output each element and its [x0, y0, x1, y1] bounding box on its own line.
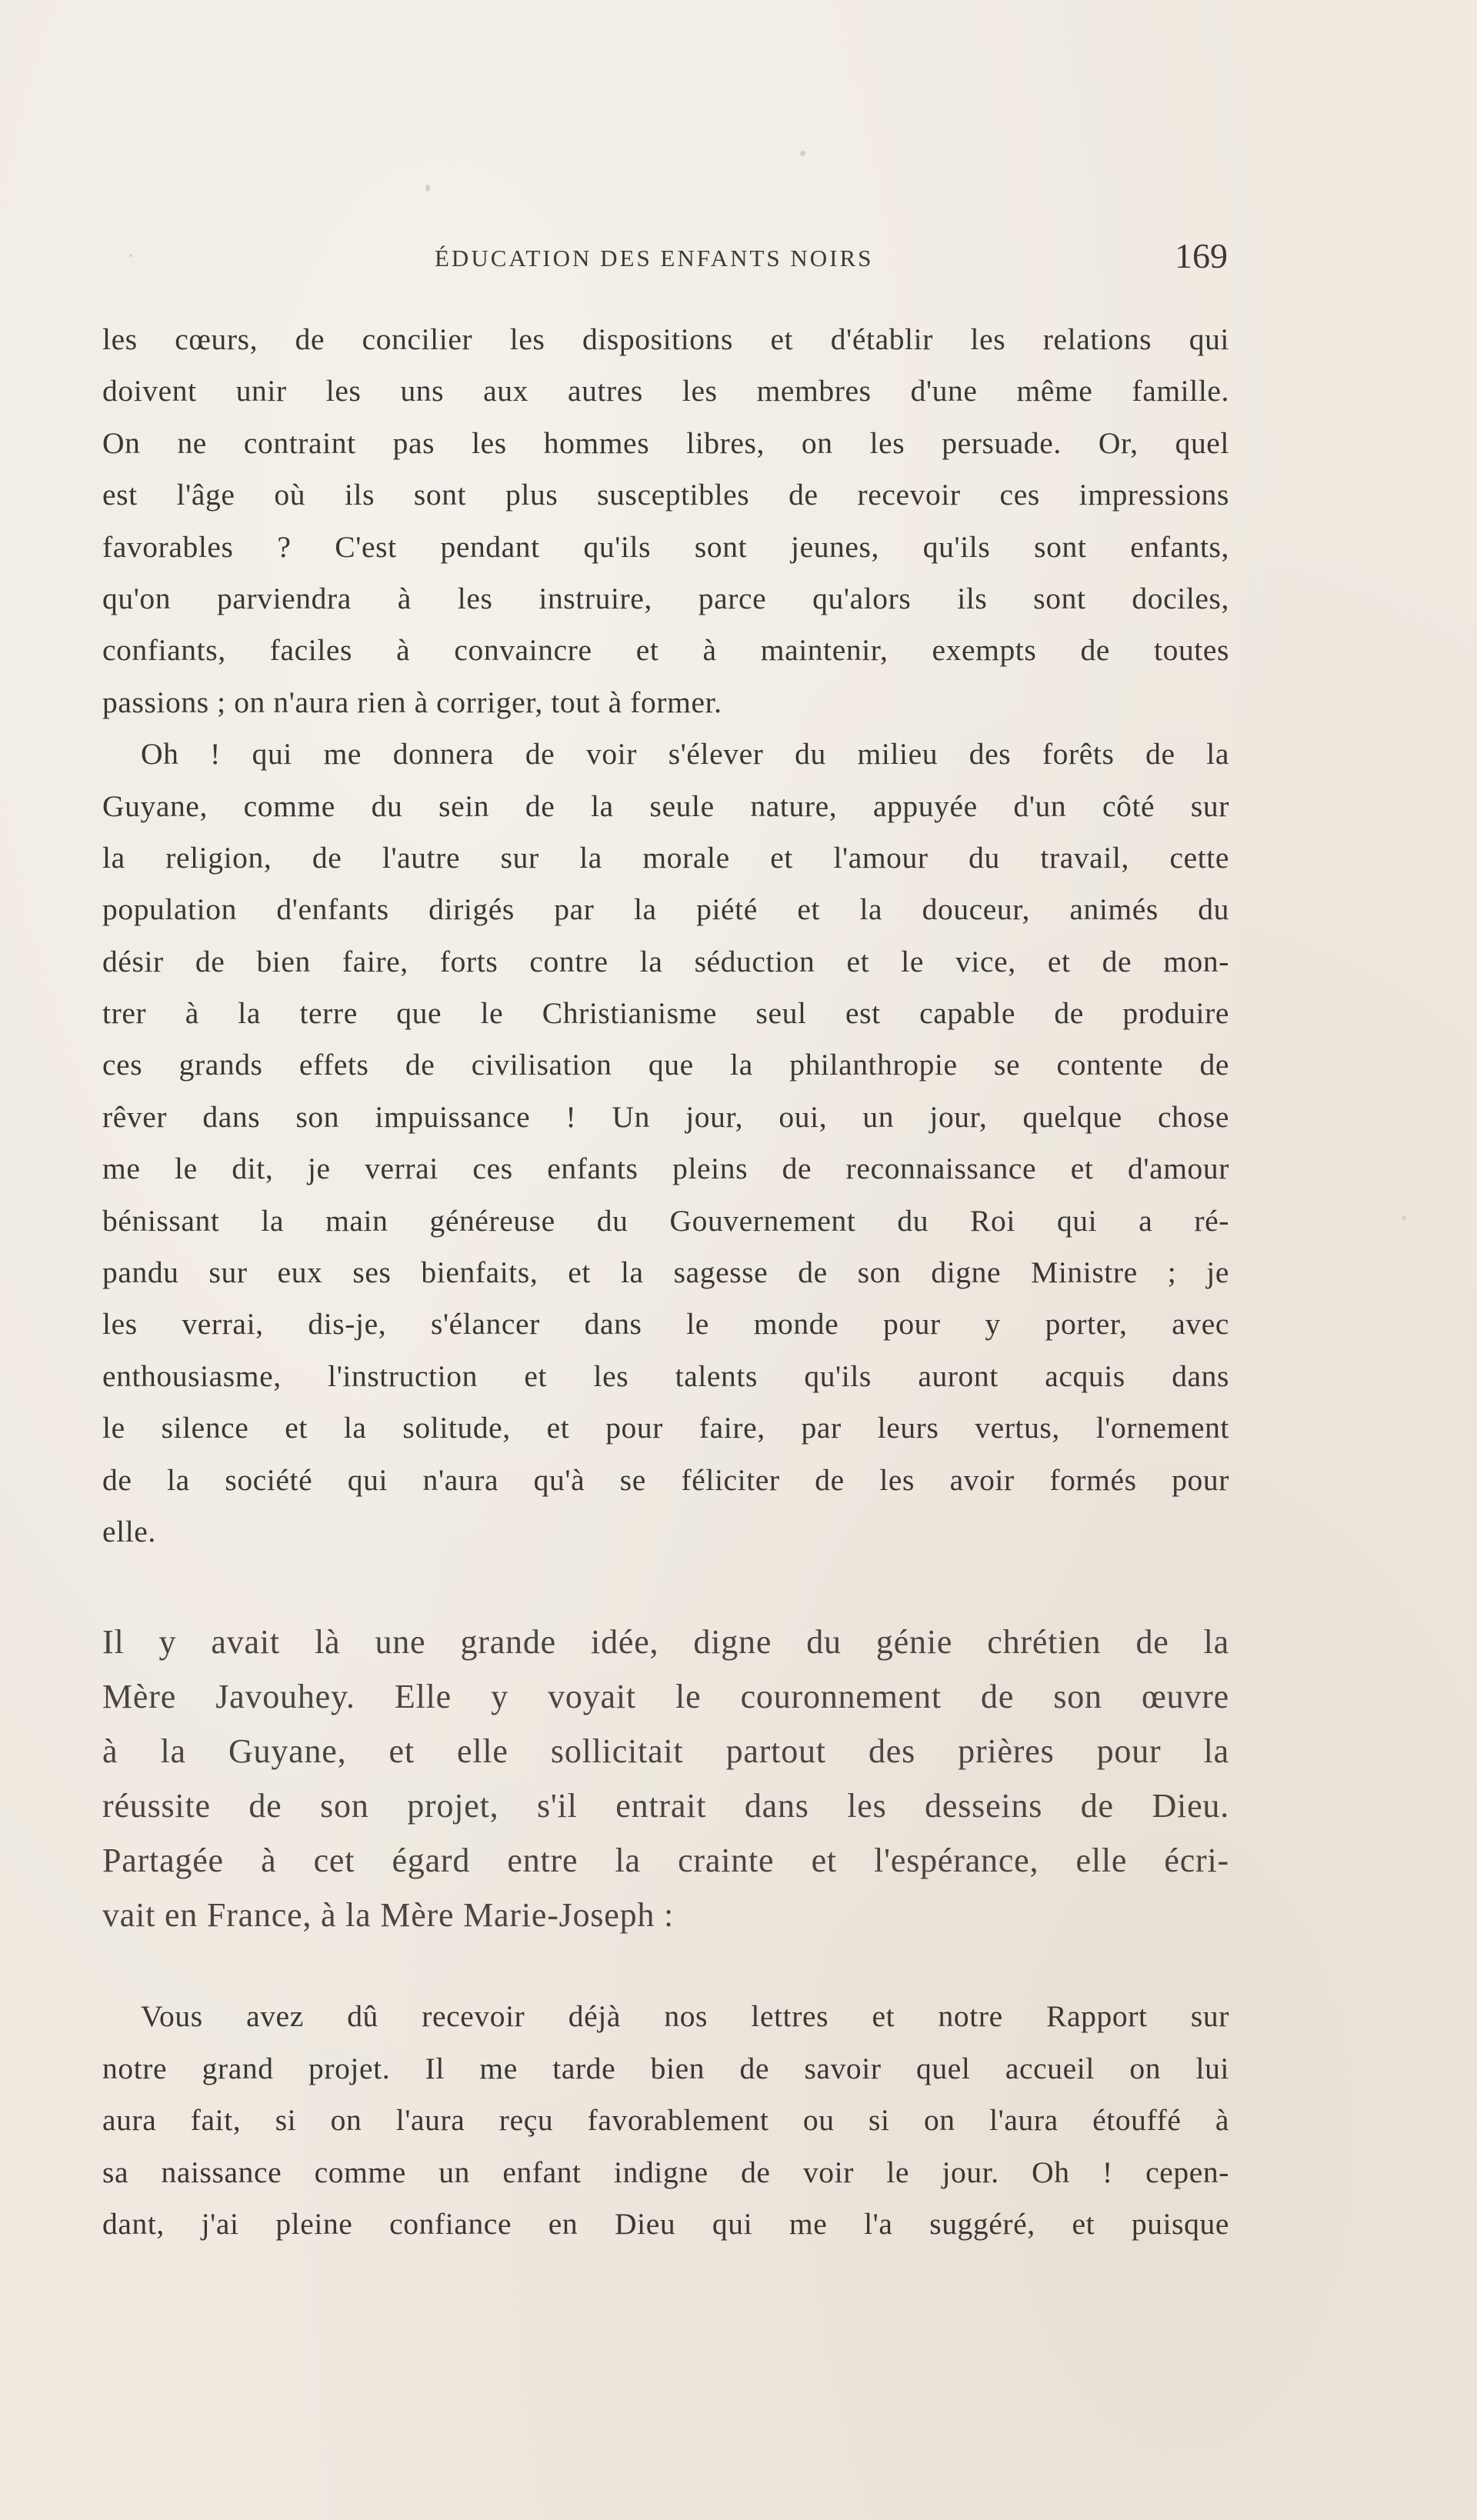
text-line: qu'on parviendra à les instruire, parce qu'alors ils sont dociles, [102, 581, 1229, 615]
text-line: enthousiasme, l'instruction et les talents qu'ils auront acquis dans [102, 1358, 1229, 1393]
text-line: Partagée à cet égard entre la crainte et l'espérance, elle écri- [102, 1842, 1229, 1879]
text-line: pandu sur eux ses bienfaits, et la sagesse de son digne Ministre ; je [102, 1255, 1229, 1290]
paper-speck [1402, 1215, 1406, 1220]
paper-speck [800, 151, 805, 156]
text-line: confiants, faciles à convaincre et à maintenir, exempts de toutes [102, 633, 1229, 668]
text-line: réussite de son projet, s'il entrait dans les desseins de Dieu. [102, 1787, 1229, 1825]
text-line: Mère Javouhey. Elle y voyait le couronnement de son œuvre [102, 1678, 1229, 1715]
text-line: trer à la terre que le Christianisme seul est capable de produire [102, 996, 1229, 1031]
text-line: la religion, de l'autre sur la morale et l'amour du travail, cette [102, 840, 1229, 875]
text-line: elle. [102, 1514, 156, 1548]
paragraph-block-narrative [102, 1615, 1229, 1942]
text-line: population d'enfants dirigés par la piété et la douceur, animés du [102, 892, 1229, 927]
text-line: bénissant la main généreuse du Gouvernement du Roi qui a ré- [102, 1203, 1229, 1238]
paragraph-block-quoted-report [102, 314, 1229, 1558]
running-header-title: ÉDUCATION DES ENFANTS NOIRS [435, 245, 874, 272]
text-line: rêver dans son impuissance ! Un jour, oui, un jour, quelque chose [102, 1099, 1229, 1134]
text-line: les verrai, dis-je, s'élancer dans le monde pour y porter, avec [102, 1307, 1229, 1342]
text-line: me le dit, je verrai ces enfants pleins de reconnaissance et d'amour [102, 1152, 1229, 1186]
text-line: désir de bien faire, forts contre la séduction et le vice, et de mon- [102, 944, 1229, 978]
paper-speck [425, 185, 430, 192]
text-line: aura fait, si on l'aura reçu favorablement ou si on l'aura étouffé à [102, 2103, 1229, 2137]
page-number: 169 [1175, 236, 1228, 275]
paper-speck [129, 254, 132, 257]
text-line: dant, j'ai pleine confiance en Dieu qui me l'a suggéré, et puisque [102, 2207, 1229, 2241]
text-line: de la société qui n'aura qu'à se féliciter de les avoir formés pour [102, 1462, 1229, 1497]
paragraph-block-letter [102, 1991, 1229, 2251]
text-line: Il y avait là une grande idée, digne du génie chrétien de la [102, 1623, 1229, 1661]
text-line: Oh ! qui me donnera de voir s'élever du milieu des forêts de la [141, 737, 1229, 772]
text-line: est l'âge où ils sont plus susceptibles de recevoir ces impressions [102, 478, 1229, 512]
text-line: ces grands effets de civilisation que la philanthropie se contente de [102, 1048, 1229, 1082]
text-line: favorables ? C'est pendant qu'ils sont jeunes, qu'ils sont enfants, [102, 529, 1229, 564]
text-line: Guyane, comme du sein de la seule nature, appuyée d'un côté sur [102, 788, 1229, 823]
text-line: Vous avez dû recevoir déjà nos lettres et notre Rapport sur [141, 1999, 1229, 2033]
text-line: les cœurs, de concilier les dispositions et d'établir les relations qui [102, 322, 1229, 356]
text-line: vait en France, à la Mère Marie-Joseph : [102, 1896, 675, 1934]
text-line: doivent unir les uns aux autres les membres d'une même famille. [102, 374, 1229, 408]
text-line: le silence et la solitude, et pour faire, par leurs vertus, l'ornement [102, 1411, 1229, 1445]
text-line: à la Guyane, et elle sollicitait partout des prières pour la [102, 1732, 1229, 1770]
text-line: passions ; on n'aura rien à corriger, tout à former. [102, 685, 722, 719]
text-line: On ne contraint pas les hommes libres, on les persuade. Or, quel [102, 425, 1229, 460]
text-line: notre grand projet. Il me tarde bien de savoir quel accueil on lui [102, 2051, 1229, 2085]
text-line: sa naissance comme un enfant indigne de voir le jour. Oh ! cepen- [102, 2155, 1229, 2189]
